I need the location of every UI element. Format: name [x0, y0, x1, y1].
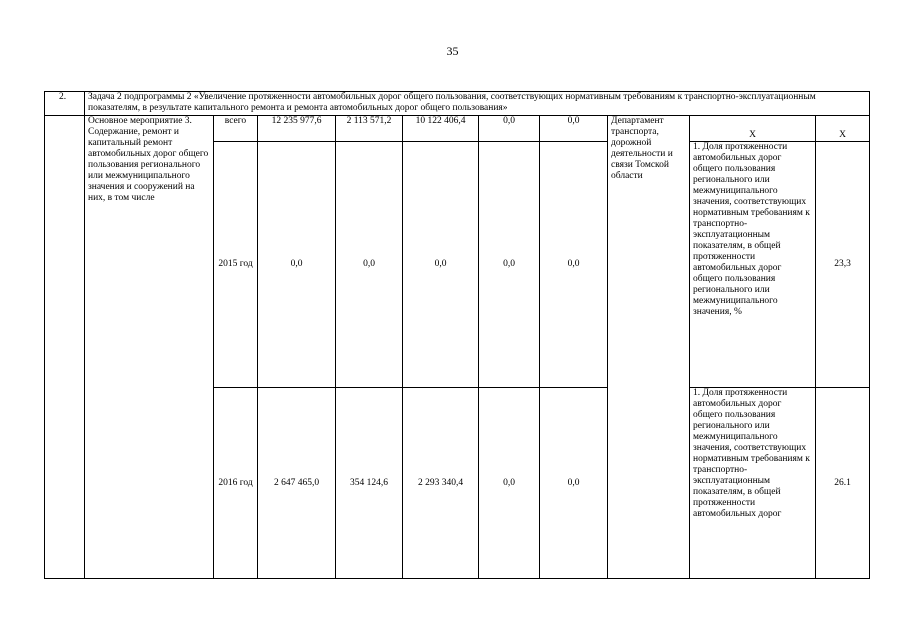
local-cell: 0,0	[479, 388, 540, 579]
regional-cell: 0,0	[403, 142, 479, 388]
page-number: 35	[446, 44, 459, 58]
task-number: 2.	[45, 92, 85, 116]
measure-name: Основное мероприятие 3. Содержание, ремонт и капитальный ремонт автомобильных дорог общего пользования регионального или межмуниципального значения и сооружений на них, в том числе	[85, 116, 214, 579]
period-cell: всего	[214, 116, 258, 142]
indicator-value: 23,3	[816, 142, 870, 388]
indicator-cell: 1. Доля протяженности автомобильных дорог общего пользования регионального или межмуниципального значения, соответствующих нормативным требованиям к транспортно-эксплуатационным показателям, в общей протяженности автомобильных дорог	[690, 388, 816, 579]
table-row	[45, 116, 870, 142]
period-cell: 2015 год	[214, 142, 258, 388]
other-cell: 0,0	[540, 142, 608, 388]
total-cell: 2 647 465,0	[258, 388, 336, 579]
federal-cell: 354 124,6	[336, 388, 403, 579]
local-cell: 0,0	[479, 142, 540, 388]
period-cell: 2016 год	[214, 388, 258, 579]
local-cell: 0,0	[479, 116, 540, 142]
total-cell: 0,0	[258, 142, 336, 388]
task-row	[45, 92, 870, 116]
regional-cell: 2 293 340,4	[403, 388, 479, 579]
indicator-value: 26.1	[816, 388, 870, 579]
other-cell: 0,0	[540, 388, 608, 579]
indicator-cell: 1. Доля протяженности автомобильных дорог общего пользования регионального или межмуниципального значения, соответствующих нормативным требованиям к транспортно-эксплуатационным показателям, в общей протяженности автомобильных дорог общего пользования регионального или межмуниципального значения, %	[690, 142, 816, 388]
executor-cell: Департамент транспорта, дорожной деятельности и связи Томской области	[608, 116, 690, 579]
task-title: Задача 2 подпрограммы 2 «Увеличение протяженности автомобильных дорог общего пользования, соответствующих нормативным требованиям к транспортно-эксплуатационным показателям, в результате капитального ремонта и ремонта автомобильных дорог общего пользования»	[85, 92, 870, 116]
value-header-x: Х	[816, 116, 870, 142]
total-cell: 12 235 977,6	[258, 116, 336, 142]
empty-number-cell	[45, 116, 85, 579]
regional-cell: 10 122 406,4	[403, 116, 479, 142]
program-table	[44, 91, 870, 579]
federal-cell: 2 113 571,2	[336, 116, 403, 142]
indicator-header-x: Х	[690, 116, 816, 142]
other-cell: 0,0	[540, 116, 608, 142]
federal-cell: 0,0	[336, 142, 403, 388]
